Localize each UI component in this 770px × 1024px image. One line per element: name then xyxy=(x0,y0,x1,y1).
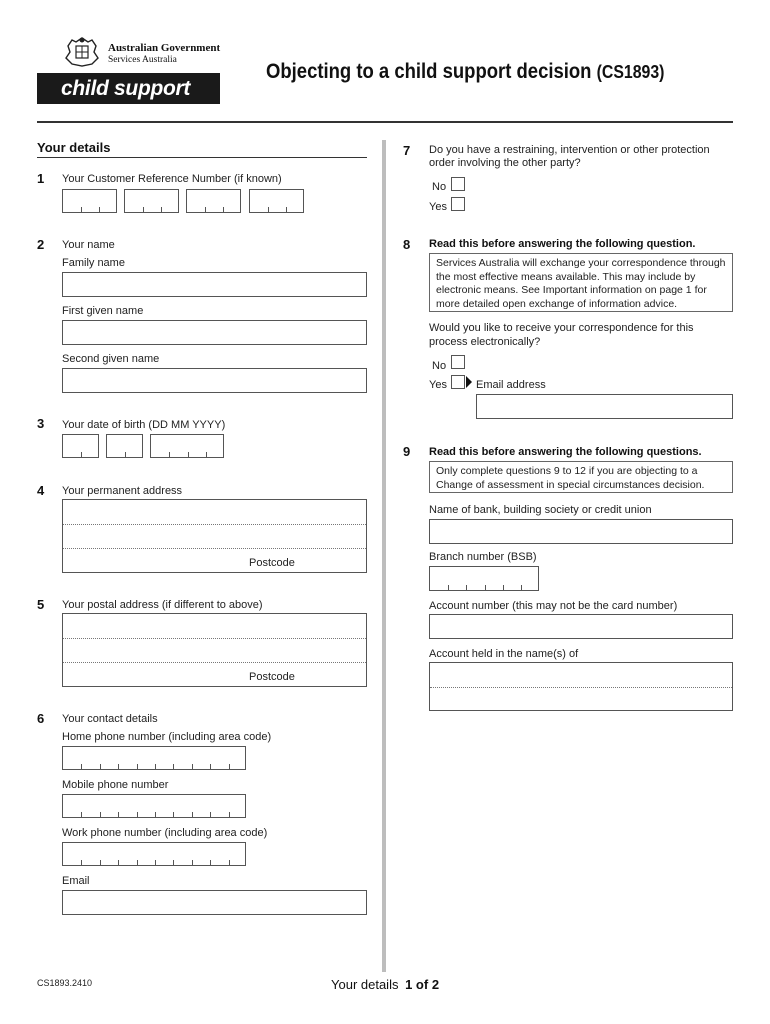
account-holder-label: Account held in the name(s) of xyxy=(429,648,579,660)
email-input[interactable] xyxy=(62,890,367,915)
brand-bar xyxy=(37,73,220,104)
first-name-label: First given name xyxy=(62,305,144,317)
brand-text: child support xyxy=(61,77,191,100)
q8-no-label: No xyxy=(432,360,447,372)
q2-label: Your name xyxy=(62,239,115,251)
q8-info-box: Services Australia will exchange your correspondence through the most effective means available. This may include by electronic means. See Important information on page 1 for more detailed open exchange of information advice. xyxy=(429,253,733,312)
q7-yes-checkbox[interactable] xyxy=(451,197,465,211)
crn-box-1[interactable] xyxy=(62,189,117,213)
page-footer xyxy=(331,977,439,992)
q8-email-input[interactable] xyxy=(476,394,733,419)
account-holder-input[interactable] xyxy=(429,662,733,711)
q9-number: 9 xyxy=(403,444,411,459)
q8-yes-label: Yes xyxy=(429,379,447,391)
q7-no-label: No xyxy=(432,181,447,193)
q5-postcode-label: Postcode xyxy=(249,671,295,683)
column-divider xyxy=(382,140,386,972)
q7-yes-label: Yes xyxy=(429,201,447,213)
dob-day[interactable] xyxy=(62,434,99,458)
q4-number: 4 xyxy=(37,483,45,498)
title-text: Objecting to a child support decision xyxy=(266,60,592,83)
crn-box-2[interactable] xyxy=(124,189,179,213)
home-phone-label: Home phone number (including area code) xyxy=(62,731,272,743)
work-phone-label: Work phone number (including area code) xyxy=(62,827,268,839)
q8-heading: Read this before answering the following question. xyxy=(429,238,696,250)
q8-no-checkbox[interactable] xyxy=(451,355,465,369)
work-phone-input[interactable] xyxy=(62,842,246,866)
family-name-input[interactable] xyxy=(62,272,367,297)
q9-info-box: Only complete questions 9 to 12 if you are objecting to a Change of assessment in special circumstances decision. xyxy=(429,461,733,493)
account-number-label: Account number (this may not be the card number) xyxy=(429,600,678,612)
arrow-right-icon xyxy=(465,376,473,388)
q3-label: Your date of birth (DD MM YYYY) xyxy=(62,419,226,431)
q3-number: 3 xyxy=(37,416,45,431)
page-title xyxy=(266,60,664,84)
bank-name-input[interactable] xyxy=(429,519,733,544)
q2-number: 2 xyxy=(37,237,45,252)
q4-label: Your permanent address xyxy=(62,485,183,497)
dob-month[interactable] xyxy=(106,434,143,458)
form-code: (CS1893) xyxy=(596,62,665,82)
header-divider xyxy=(37,121,733,123)
mobile-phone-label: Mobile phone number xyxy=(62,779,169,791)
home-phone-input[interactable] xyxy=(62,746,246,770)
first-name-input[interactable] xyxy=(62,320,367,345)
q5-number: 5 xyxy=(37,597,45,612)
permanent-address-input[interactable] xyxy=(62,499,367,573)
coat-of-arms-icon xyxy=(60,34,104,68)
q9-heading: Read this before answering the following questions. xyxy=(429,446,702,458)
q8-email-label: Email address xyxy=(476,379,546,391)
q4-postcode-label: Postcode xyxy=(249,557,295,569)
form-code-footer: CS1893.2410 xyxy=(37,978,93,988)
second-name-label: Second given name xyxy=(62,353,160,365)
crn-box-3[interactable] xyxy=(186,189,241,213)
mobile-phone-input[interactable] xyxy=(62,794,246,818)
dob-year[interactable] xyxy=(150,434,224,458)
q7-no-checkbox[interactable] xyxy=(451,177,465,191)
footer-section: Your details xyxy=(331,977,399,992)
section-title: Your details xyxy=(37,140,111,155)
agency-name: Services Australia xyxy=(108,55,177,65)
q6-number: 6 xyxy=(37,711,45,726)
q6-label: Your contact details xyxy=(62,713,158,725)
section-underline xyxy=(37,157,367,158)
second-name-input[interactable] xyxy=(62,368,367,393)
q8-yes-checkbox[interactable] xyxy=(451,375,465,389)
family-name-label: Family name xyxy=(62,257,125,269)
q1-label: Your Customer Reference Number (if known) xyxy=(62,173,282,185)
gov-name: Australian Government xyxy=(108,42,221,54)
bsb-input[interactable] xyxy=(429,566,539,591)
email-label: Email xyxy=(62,875,90,887)
q5-label: Your postal address (if different to above) xyxy=(62,599,263,611)
q7-number: 7 xyxy=(403,143,411,158)
account-number-input[interactable] xyxy=(429,614,733,639)
q1-number: 1 xyxy=(37,171,45,186)
page-number: 1 of 2 xyxy=(405,977,440,992)
postal-address-input[interactable] xyxy=(62,613,367,687)
bsb-label: Branch number (BSB) xyxy=(429,551,537,563)
q7-label: Do you have a restraining, intervention or other protection order involving the other party? xyxy=(429,144,710,169)
bank-name-label: Name of bank, building society or credit union xyxy=(429,504,652,516)
q8-number: 8 xyxy=(403,237,411,252)
q8-question: Would you like to receive your correspondence for this process electronically? xyxy=(429,322,694,348)
crn-box-4[interactable] xyxy=(249,189,304,213)
